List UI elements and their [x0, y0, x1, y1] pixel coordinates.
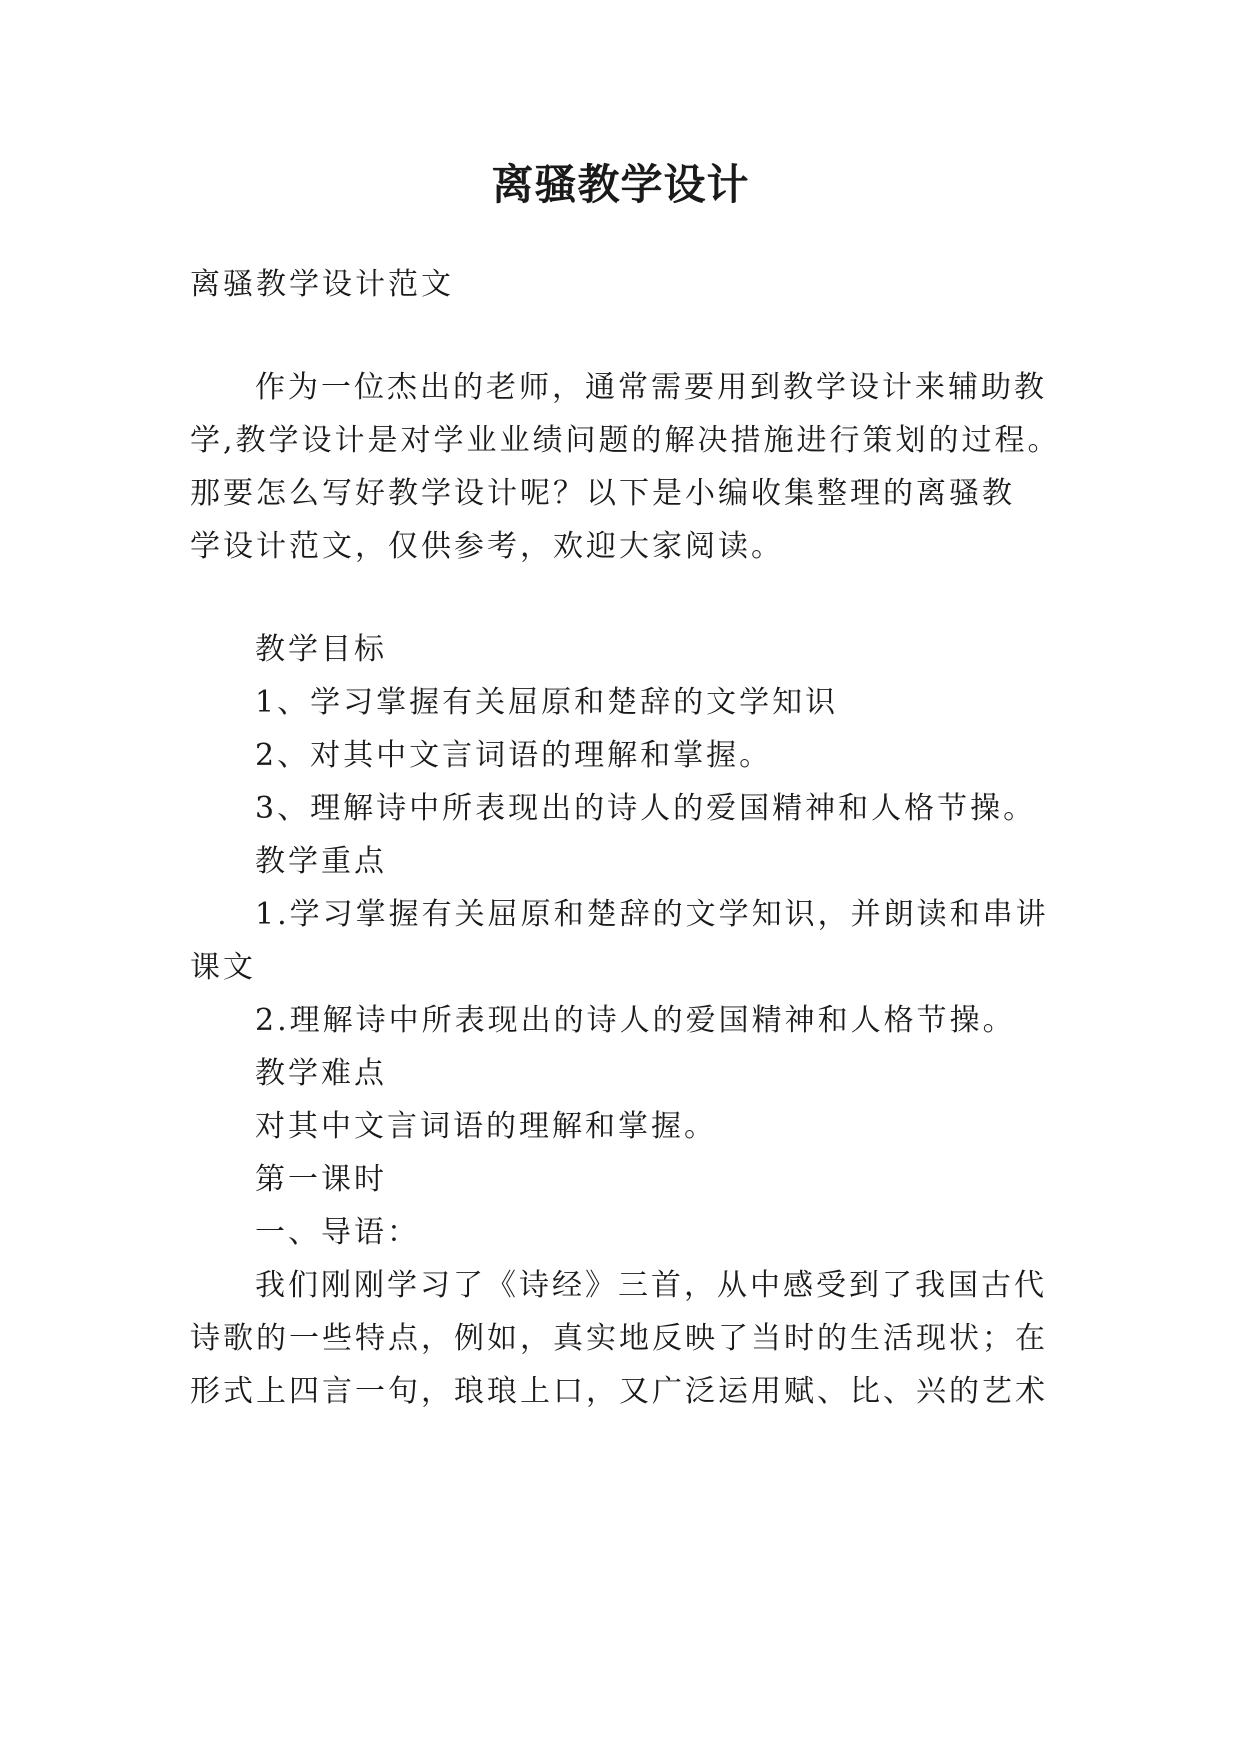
body-line-2: 诗歌的一些特点，例如，真实地反映了当时的生活现状；在: [190, 1321, 1048, 1356]
key-point-item-2: 2.理解诗中所表现出的诗人的爱国精神和人格节操。: [255, 1003, 1016, 1038]
intro-line-1: 作为一位杰出的老师，通常需要用到教学设计来辅助教: [255, 370, 1047, 405]
intro-line-4: 学设计范文，仅供参考，欢迎大家阅读。: [190, 529, 784, 564]
objective-item-1: 1、学习掌握有关屈原和楚辞的文学知识: [255, 685, 839, 720]
section-heading-difficulty: 教学难点: [255, 1056, 387, 1091]
body-line-1: 我们刚刚学习了《诗经》三首，从中感受到了我国古代: [255, 1268, 1047, 1303]
objective-item-3: 3、理解诗中所表现出的诗人的爱国精神和人格节操。: [255, 791, 1037, 826]
objective-item-2: 2、对其中文言词语的理解和掌握。: [255, 738, 773, 773]
key-point-item-1-cont: 课文: [190, 950, 256, 985]
lesson-heading: 第一课时: [255, 1162, 387, 1197]
body-line-3: 形式上四言一句，琅琅上口，又广泛运用赋、比、兴的艺术: [190, 1374, 1048, 1409]
lesson-subheading-intro: 一、导语：: [255, 1215, 420, 1250]
intro-line-3: 那要怎么写好教学设计呢？以下是小编收集整理的离骚教: [190, 476, 1015, 511]
key-point-item-1: 1.学习掌握有关屈原和楚辞的文学知识，并朗读和串讲: [255, 897, 1049, 932]
section-heading-key-points: 教学重点: [255, 844, 387, 879]
section-heading-objectives: 教学目标: [255, 632, 387, 667]
intro-line-2: 学,教学设计是对学业业绩问题的解决措施进行策划的过程。: [190, 423, 1061, 458]
difficulty-item: 对其中文言词语的理解和掌握。: [255, 1109, 717, 1144]
document-title: 离骚教学设计: [491, 160, 750, 209]
subtitle-line: 离骚教学设计范文: [190, 267, 454, 302]
